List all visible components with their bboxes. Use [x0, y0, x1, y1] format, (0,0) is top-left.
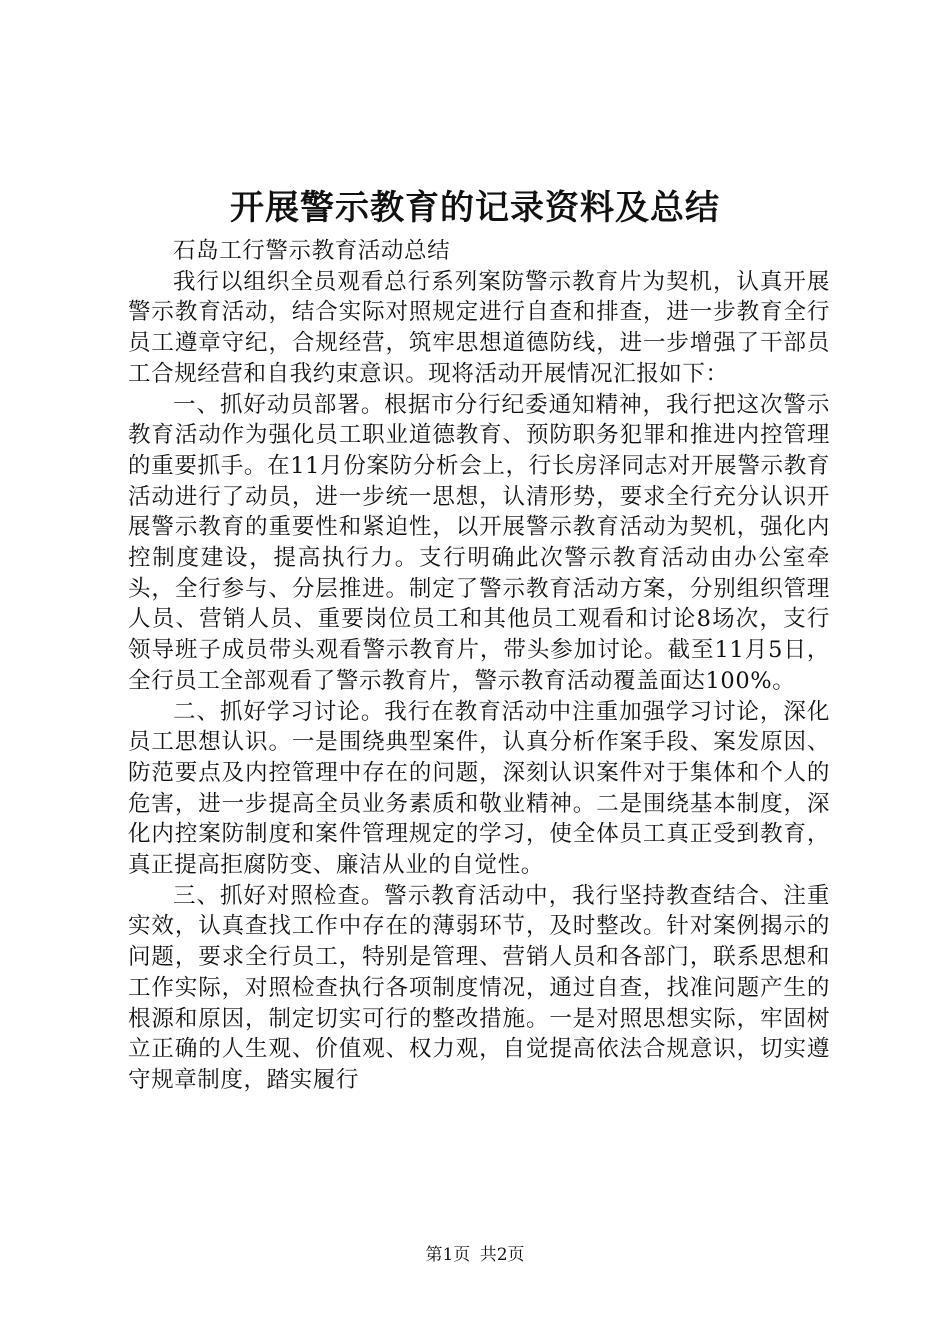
paragraph-subtitle: 石岛工行警示教育活动总结 [173, 238, 451, 264]
page-total: 共2页 [479, 1245, 525, 1265]
page-title: 开展警示教育的记录资料及总结 [230, 188, 720, 228]
paragraph-section-2: 二、抓好学习讨论。我行在教育活动中注重加强学习讨论，深化员工思想认识。一是围绕典型案件，认真分析作案手段、案发原因、防范要点及内控管理中存在的问题，深刻认识案件对于集体和个人的危害，进一步提高全员业务素质和敬业精神。二是围绕基本制度，深化内控案防制度和案件管理规定的学习，使全体员工真正受到教育，真正提高拒腐防变、廉洁从业的自觉性。 [128, 698, 830, 879]
page-number: 第1页 [425, 1245, 471, 1265]
document-body [128, 236, 830, 1096]
paragraph-section-1: 一、抓好动员部署。根据市分行纪委通知精神，我行把这次警示教育活动作为强化员工职业道德教育、预防职务犯罪和推进内控管理的重要抓手。在11月份案防分析会上，行长房泽同志对开展警示教育活动进行了动员，进一步统一思想，认清形势，要求全行充分认识开展警示教育的重要性和紧迫性，以开展警示教育活动为契机，强化内控制度建设，提高执行力。支行明确此次警示教育活动由办公室牵头，全行参与、分层推进。制定了警示教育活动方案，分别组织管理人员、营销人员、重要岗位员工和其他员工观看和讨论8场次，支行领导班子成员带头观看警示教育片，带头参加讨论。截至11月5日，全行员工全部观看了警示教育片，警示教育活动覆盖面达100%。 [128, 391, 830, 694]
page-footer [0, 1243, 950, 1267]
paragraph-section-3: 三、抓好对照检查。警示教育活动中，我行坚持教查结合、注重实效，认真查找工作中存在的薄弱环节，及时整改。针对案例揭示的问题，要求全行员工，特别是管理、营销人员和各部门，联系思想和工作实际，对照检查执行各项制度情况，通过自查，找准问题产生的根源和原因，制定切实可行的整改措施。一是对照思想实际，牢固树立正确的人生观、价值观、权力观，自觉提高依法合规意识，切实遵守规章制度，踏实履行 [128, 882, 830, 1093]
paragraph-intro: 我行以组织全员观看总行系列案防警示教育片为契机，认真开展警示教育活动，结合实际对照规定进行自查和排查，进一步教育全行员工遵章守纪，合规经营，筑牢思想道德防线，进一步增强了干部员工合规经营和自我约束意识。现将活动开展情况汇报如下： [128, 268, 830, 387]
